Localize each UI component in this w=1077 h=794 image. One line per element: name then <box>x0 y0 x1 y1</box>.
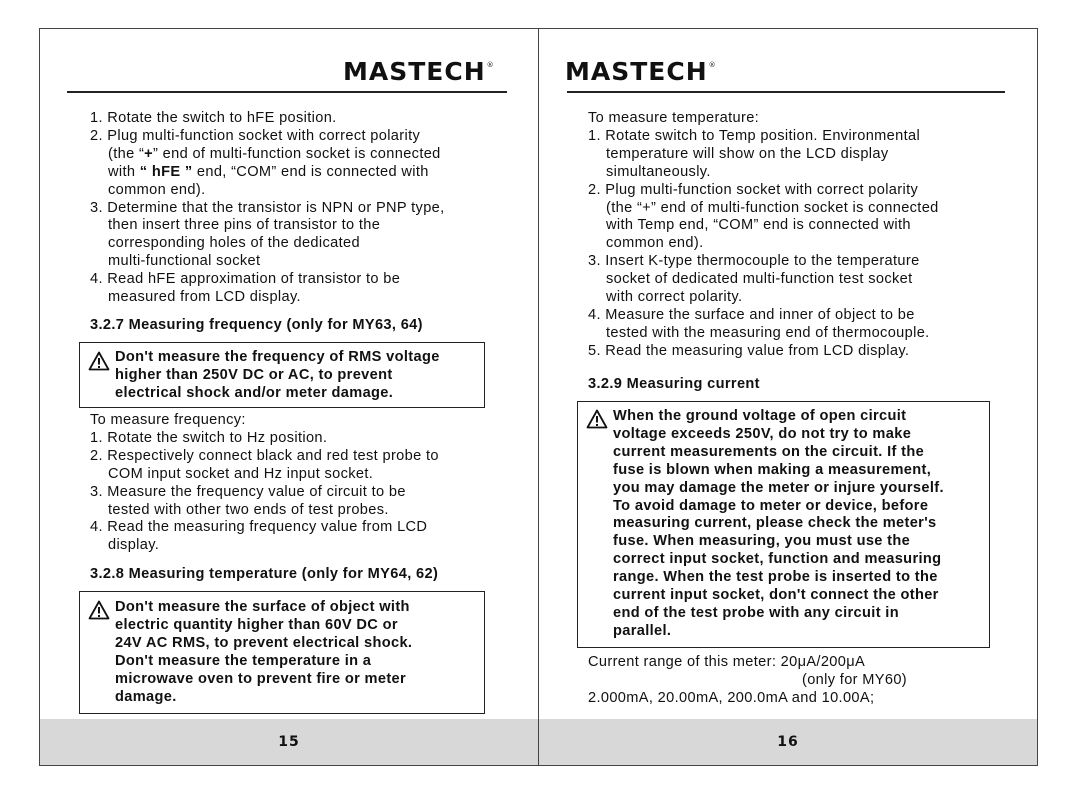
temp-step-3-cont: socket of dedicated multi-function test socket <box>606 271 913 288</box>
current-range-line-3: 2.000mA, 20.00mA, 200.0mA and 10.00A; <box>588 689 875 706</box>
freq-warning-box <box>79 342 485 408</box>
temp-warning-text: Don't measure the surface of object with electric quantity higher than 60V DC or 24V AC RMS, to prevent electrical shock. Don't measure the temperature in a microwave oven to prevent fire or meter damage. <box>115 599 413 705</box>
temp-step-1-cont-2: simultaneously. <box>606 163 711 180</box>
current-heading: 3.2.9 Measuring current <box>588 376 760 392</box>
brand-logo-left: MASTECH® <box>343 57 495 86</box>
freq-heading: 3.2.7 Measuring frequency (only for MY63, 64) <box>90 317 423 333</box>
temp-warning-box <box>79 591 485 714</box>
temp-step-2: 2. Plug multi-function socket with correct polarity <box>588 181 919 198</box>
warning-icon <box>88 351 110 371</box>
page-number-right: 16 <box>777 734 799 750</box>
temp-step-3-cont-2: with correct polarity. <box>606 289 743 306</box>
temp-step-1-cont: temperature will show on the LCD display <box>606 145 889 162</box>
current-range <box>588 654 907 708</box>
header-rule-left <box>67 91 507 93</box>
hfe-step-2: 2. Plug multi-function socket with correct polarity <box>90 127 421 144</box>
freq-step-3: 3. Measure the frequency value of circuit to be <box>90 483 406 500</box>
freq-step-2: 2. Respectively connect black and red test probe to <box>90 447 439 464</box>
brand-logo-right: MASTECH® <box>565 57 717 86</box>
footer-left <box>40 719 538 765</box>
temp-heading: 3.2.8 Measuring temperature (only for MY64, 62) <box>90 566 439 582</box>
hfe-step-2-cont-3: common end). <box>108 181 206 198</box>
temp-step-5: 5. Read the measuring value from LCD display. <box>588 342 910 359</box>
hfe-step-2-cont-2: with “ hFE ” end, “COM” end is connected with <box>108 163 429 180</box>
freq-step-3-cont: tested with other two ends of test probes. <box>108 501 389 518</box>
hfe-step-4-cont: measured from LCD display. <box>108 289 301 306</box>
current-warning-text: When the ground voltage of open circuit voltage exceeds 250V, do not try to make current measurements on the circuit. If the fuse is blown when making a measurement, you may damage the meter or injure yourself. To avoid damage to meter or device, before measuring current, please check the meter's fuse. When measuring, you must use the correct input socket, function and measuring range. When the test probe is inserted to the current input socket, don't connect the other end of the test probe with any circuit in parallel. <box>613 408 944 639</box>
temp-step-2-cont: (the “+” end of multi-function socket is connected <box>606 199 939 216</box>
hfe-step-1: 1. Rotate the switch to hFE position. <box>90 110 337 126</box>
page-number-left: 15 <box>278 734 300 750</box>
warning-icon <box>586 409 608 429</box>
hfe-step-3-cont-2: corresponding holes of the dedicated <box>108 235 360 252</box>
current-range-line-1: Current range of this meter: 20μA/200μA <box>588 654 866 670</box>
current-range-line-2: (only for MY60) <box>802 671 908 688</box>
temp-step-4-cont: tested with the measuring end of thermocouple. <box>606 324 930 341</box>
hfe-step-3-cont: then insert three pins of transistor to the <box>108 217 381 234</box>
footer-right <box>539 719 1037 765</box>
hfe-step-4: 4. Read hFE approximation of transistor to be <box>90 271 401 288</box>
freq-warning-text: Don't measure the frequency of RMS voltage higher than 250V DC or AC, to prevent electrical shock and/or meter damage. <box>115 349 440 401</box>
hfe-step-3: 3. Determine that the transistor is NPN or PNP type, <box>90 199 445 216</box>
temp-step-3: 3. Insert K-type thermocouple to the temperature <box>588 253 920 270</box>
freq-step-4-cont: display. <box>108 537 160 554</box>
temp-steps <box>588 110 939 361</box>
freq-step-1: 1. Rotate the switch to Hz position. <box>90 429 328 446</box>
header-rule-right <box>567 91 1005 93</box>
hfe-steps <box>90 110 445 307</box>
current-warning-box <box>577 401 990 648</box>
hfe-step-2-cont: (the “+” end of multi-function socket is connected <box>108 145 441 162</box>
temp-step-2-cont-3: common end). <box>606 235 704 252</box>
temp-step-1: 1. Rotate switch to Temp position. Environmental <box>588 127 921 144</box>
hfe-step-3-cont-3: multi-functional socket <box>108 253 261 270</box>
warning-icon <box>88 600 110 620</box>
freq-steps <box>90 412 439 555</box>
freq-intro: To measure frequency: <box>90 412 246 428</box>
temp-step-4: 4. Measure the surface and inner of object to be <box>588 306 915 323</box>
freq-step-2-cont: COM input socket and Hz input socket. <box>108 465 374 482</box>
page-divider <box>538 28 539 766</box>
temp-intro: To measure temperature: <box>588 110 760 126</box>
temp-step-2-cont-2: with Temp end, “COM” end is connected with <box>606 217 911 234</box>
freq-step-4: 4. Read the measuring frequency value from LCD <box>90 519 428 536</box>
